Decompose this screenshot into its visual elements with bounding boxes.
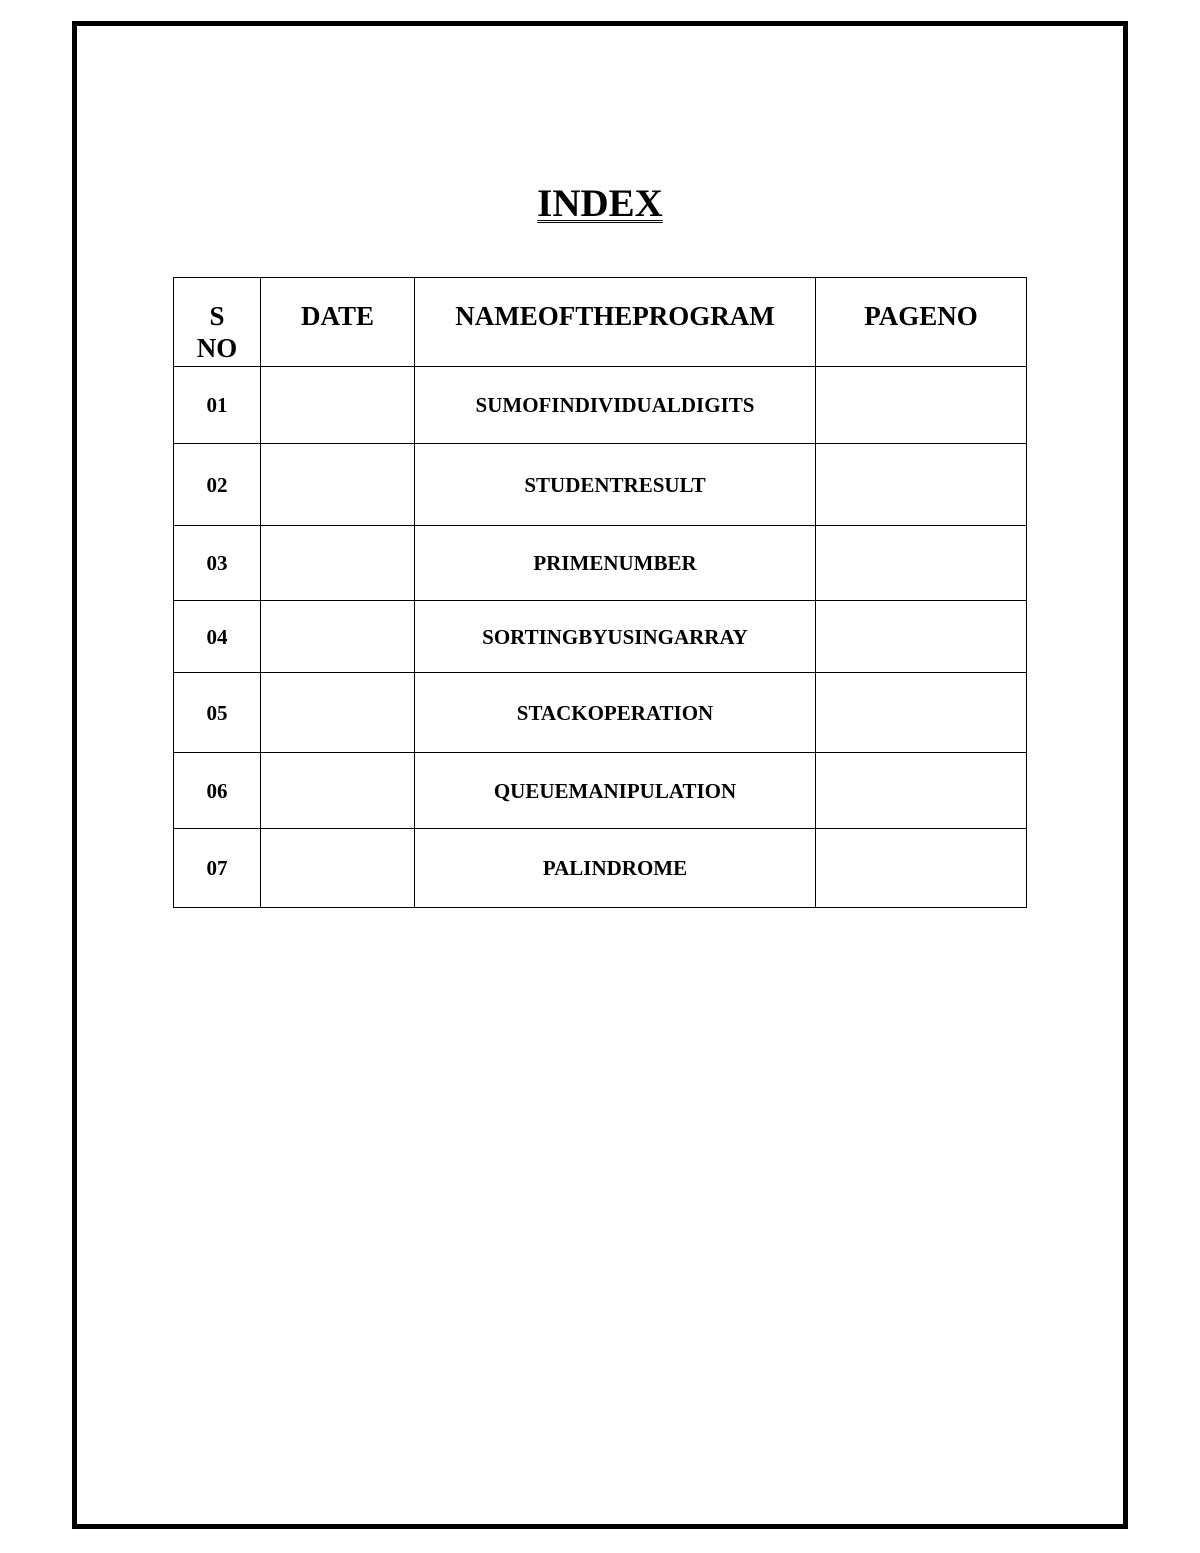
cell-page-no <box>816 601 1027 673</box>
cell-sno: 03 <box>174 526 261 601</box>
header-sno <box>174 278 261 367</box>
table-row <box>174 753 1027 829</box>
cell-program-name: PALINDROME <box>415 829 816 908</box>
header-date: DATE <box>261 278 415 367</box>
table-header-row <box>174 278 1027 367</box>
table-row <box>174 673 1027 753</box>
table-row <box>174 367 1027 444</box>
table-row <box>174 526 1027 601</box>
header-sno-line2: NO <box>196 333 238 363</box>
cell-page-no <box>816 526 1027 601</box>
cell-date <box>261 367 415 444</box>
cell-sno: 01 <box>174 367 261 444</box>
cell-page-no <box>816 673 1027 753</box>
header-sno-line1: S <box>209 301 225 331</box>
cell-program-name: QUEUEMANIPULATION <box>415 753 816 829</box>
cell-sno: 04 <box>174 601 261 673</box>
index-table <box>173 277 1027 908</box>
cell-page-no <box>816 829 1027 908</box>
header-page-no: PAGENO <box>816 278 1027 367</box>
table-row <box>174 444 1027 526</box>
cell-program-name: PRIMENUMBER <box>415 526 816 601</box>
cell-program-name: SUMOFINDIVIDUALDIGITS <box>415 367 816 444</box>
cell-program-name: SORTINGBYUSINGARRAY <box>415 601 816 673</box>
cell-date <box>261 829 415 908</box>
page-title <box>0 182 1200 226</box>
cell-page-no <box>816 753 1027 829</box>
cell-date <box>261 444 415 526</box>
cell-sno: 05 <box>174 673 261 753</box>
cell-sno: 06 <box>174 753 261 829</box>
cell-sno: 02 <box>174 444 261 526</box>
cell-program-name: STUDENTRESULT <box>415 444 816 526</box>
table-row <box>174 829 1027 908</box>
cell-sno: 07 <box>174 829 261 908</box>
cell-page-no <box>816 367 1027 444</box>
page-title-text: INDEX <box>537 182 663 225</box>
cell-page-no <box>816 444 1027 526</box>
cell-program-name: STACKOPERATION <box>415 673 816 753</box>
cell-date <box>261 601 415 673</box>
table-row <box>174 601 1027 673</box>
cell-date <box>261 526 415 601</box>
header-program-name: NAMEOFTHEPROGRAM <box>415 278 816 367</box>
cell-date <box>261 753 415 829</box>
cell-date <box>261 673 415 753</box>
